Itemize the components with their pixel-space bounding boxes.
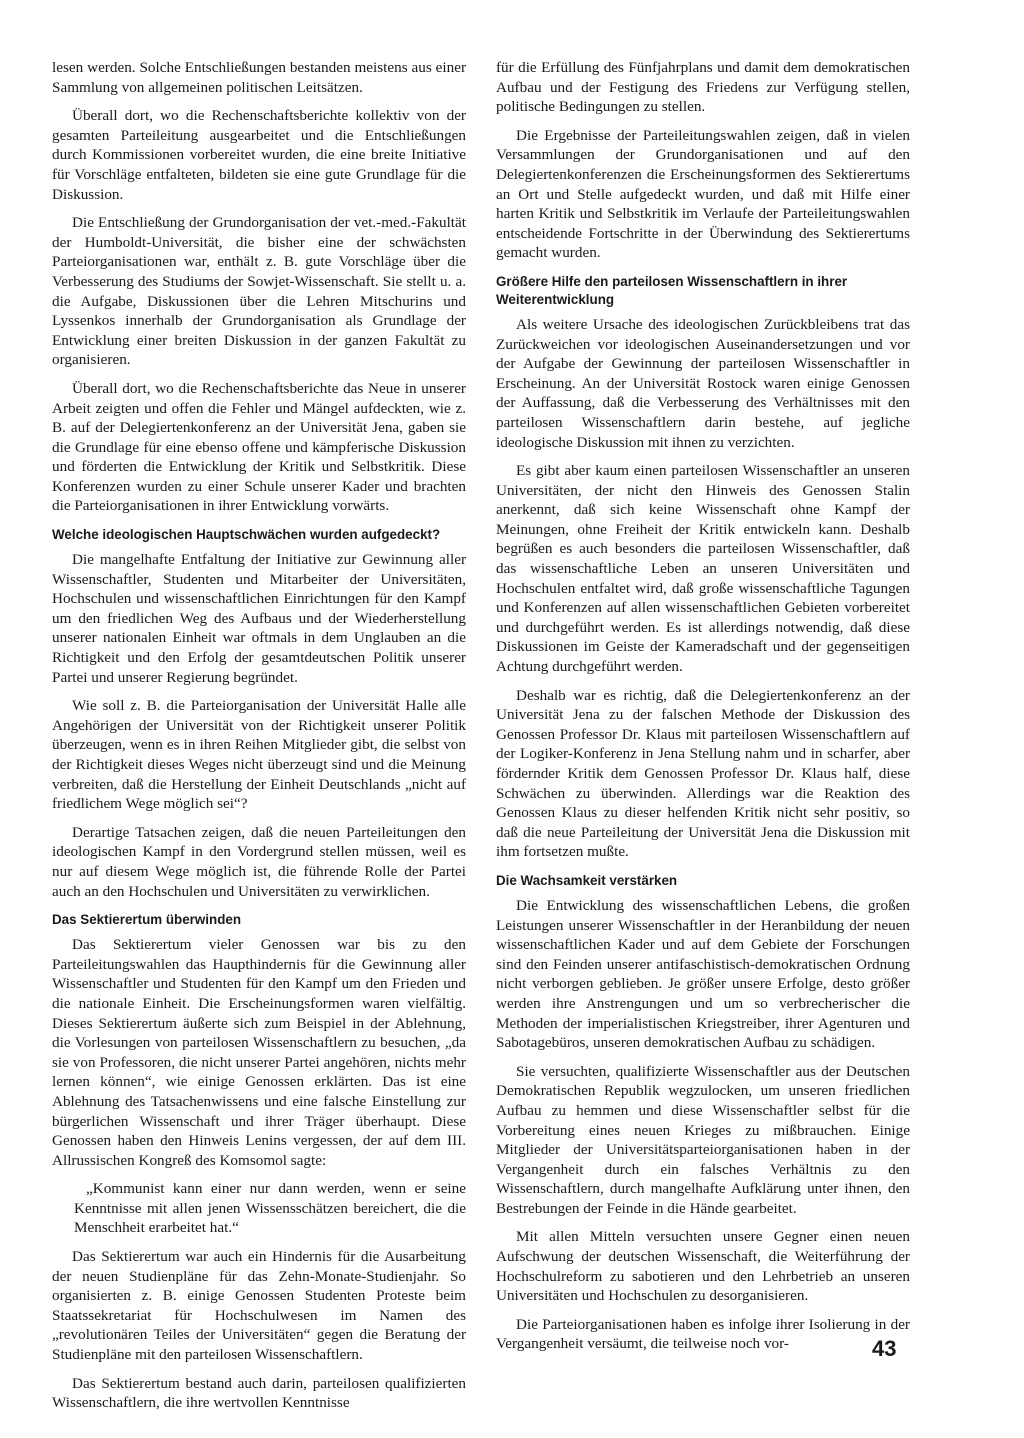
paragraph: Das Sektierertum war auch ein Hindernis für die Ausarbeitung der neuen Studienpläne für das Zehn-Monate-Studienjahr. So organisierten z. B. einige Genossen Studenten Proteste beim Staatssekretariat für Hochschulwesen im Namen des „revolutionären Teiles der Universitäten“ gegen die Beratung der Studienpläne mit den parteilosen Wissenschaftlern. — [52, 1248, 466, 1364]
section-heading: Größere Hilfe den parteilosen Wissenschaftlern in ihrer Weiterentwicklung — [496, 273, 848, 307]
left-column — [52, 58, 466, 1422]
section-heading: Das Sektierertum überwinden — [52, 912, 242, 928]
lenin-quote — [74, 1179, 466, 1238]
paragraph: lesen werden. Solche Entschließungen bestanden meistens aus einer Sammlung von allgemeinen politischen Leitsätzen. — [52, 59, 466, 96]
right-column — [496, 58, 910, 1363]
paragraph: Sie versuchten, qualifizierte Wissenschaftler aus der Deutschen Demokratischen Republik wegzulocken, um unseren friedlichen Aufbau zu hemmen und diese Wissenschaftler selbst für die Vorbereitung eines neuen Krieges zu mißbrauchen. Einige Mitglieder der Universitätsparteiorganisationen haben in der Vergangenheit durch ein falsches Verhältnis zu den Wissenschaftlern, durch mangelhafte Aufklärung unter ihnen, den Bestrebungen der Feinde in die Hände gearbeitet. — [496, 1062, 910, 1217]
paragraph: Wie soll z. B. die Parteiorganisation der Universität Halle alle Angehörigen der Universität von der Richtigkeit unserer Politik überzeugen, wenn es in ihren Reihen Mitglieder gibt, die selbst von der Richtigkeit dieses Weges nicht überzeugt sind und die Meinung verbreiten, daß die Herstellung der Einheit Deutschlands „nicht auf friedlichem Wege möglich sei“? — [52, 697, 466, 813]
paragraph: Überall dort, wo die Rechenschaftsberichte das Neue in unserer Arbeit zeigten und offen die Fehler und Mängel aufdeckten, wie z. B. auf der Delegiertenkonferenz an der Universität Jena, gaben sie die Grundlage für eine ebenso offene und kämpferische Diskussion und förderten die Entwicklung der Kritik und Selbstkritik. Diese Konferenzen wurden zu einer Schule unserer Kader und brachten die Parteiorganisationen in ihrer Entwicklung vorwärts. — [52, 379, 466, 515]
paragraph: für die Erfüllung des Fünfjahrplans und damit dem demokratischen Aufbau und der Festigung des Friedens zur Verfügung stellen, politische Bedingungen zu stellen. — [496, 59, 910, 116]
paragraph: Das Sektierertum bestand auch darin, parteilosen qualifizierten Wissenschaftlern, die ihre wertvollen Kenntnisse — [52, 1374, 466, 1412]
paragraph: Es gibt aber kaum einen parteilosen Wissenschaftler an unseren Universitäten, der nicht den Hinweis des Genossen Stalin anerkennt, daß sich keine Wissenschaft ohne Kampf der Meinungen, ohne Freiheit der Kritik entwickeln kann. Deshalb begrüßen es auch besonders die parteilosen Wissenschaftler, daß das wissenschaftliche Leben an unseren Universitäten und Hochschulen entfaltet wird, daß große wissenschaftliche Tagungen und Konferenzen auf allen wissenschaftlichen Gebieten vorbereitet und durchgeführt werden. Es ist allerdings notwendig, daß diese Diskussionen im Geiste der Kameradschaft und der gegenseitigen Achtung durchgeführt werden. — [496, 462, 910, 676]
paragraph: Die Parteiorganisationen haben es infolge ihrer Isolierung in der Vergangenheit versäumt, die teilweise noch vor- — [496, 1315, 910, 1353]
section-heading: Welche ideologischen Hauptschwächen wurden aufgedeckt? — [52, 527, 441, 543]
quote-text: „Kommunist kann einer nur dann werden, wenn er seine Kenntnisse mit allen jenen Wissensschätzen bereichert, die die Menschheit erarbeitet hat.“ — [74, 1180, 466, 1237]
paragraph: Die Entschließung der Grundorganisation der vet.-med.-Fakultät der Humboldt-Universität, die bisher eine der schwächsten Parteiorganisationen war, enthält z. B. gute Vorschläge über die Verbesserung des Studiums der Sowjet-Wissenschaft. Sie stellt u. a. die Aufgabe, Diskussionen über die Lehren Mitschurins und Lyssenkos innerhalb der Grundorganisation als Grundlage der Entwicklung einer breiten Diskussion in der ganzen Fakultät zu organisieren. — [52, 214, 466, 369]
paragraph: Überall dort, wo die Rechenschaftsberichte kollektiv von der gesamten Parteileitung ausgearbeitet und die Entschließungen durch Kommissionen vorbereitet wurden, die eine breite Initiative für Vorschläge entfalteten, bildeten sie eine gute Grundlage für die Diskussion. — [52, 107, 466, 203]
paragraph: Das Sektierertum vieler Genossen war bis zu den Parteileitungswahlen das Haupthindernis für die Gewinnung aller Wissenschaftler und Studenten für den Kampf um den Frieden und die nationale Einheit. Die Erscheinungsformen waren vielfältig. Dieses Sektierertum äußerte sich zum Beispiel in der Ablehnung, die Vorlesungen von parteilosen Wissenschaftlern zu besuchen, „da sie von Professoren, die nicht unserer Partei angehören, nichts mehr lernen können“, wie einige Genossen erklärten. Das ist eine Ablehnung des Tatsachenwissens und eine falsche Einstellung zur bürgerlichen Wissenschaft und ihrer Träger überhaupt. Diese Genossen haben den Hinweis Lenins vergessen, der auf dem III. Allrussischen Kongreß des Komsomol sagte: — [52, 936, 466, 1169]
page-number: 43 — [872, 1336, 897, 1361]
paragraph: Deshalb war es richtig, daß die Delegiertenkonferenz an der Universität Jena zu der falschen Methode der Diskussion des Genossen Professor Dr. Klaus mit parteilosen Wissenschaftlern auf der Logiker-Konferenz in Jena Stellung nahm und in scharfer, aber fördernder Kritik dem Genossen Professor Dr. Klaus half, diese Schwächen zu überwinden. Allerdings war die Reaktion des Genossen Klaus zu dieser helfenden Kritik nicht sehr positiv, so daß die neue Parteileitung der Universität Jena die Diskussion mit ihm fortsetzen mußte. — [496, 686, 910, 861]
paragraph: Die Entwicklung des wissenschaftlichen Lebens, die großen Leistungen unserer Wissenschaftler in der Heranbildung der neuen wissenschaftlichen Kader und auf dem Gebiete der Forschungen sind den Feinden unserer antifaschistisch-demokratischen Ordnung nicht verborgen geblieben. Je größer unsere Erfolge, desto größer werden ihre Anstrengungen und um so verbrecherischer die Methoden der imperialistischen Kriegstreiber, ihrer Agenturen und Sabotagebüros, unseren demokratischen Aufbau zu schädigen. — [496, 896, 910, 1052]
paragraph: Die mangelhafte Entfaltung der Initiative zur Gewinnung aller Wissenschaftler, Studenten und Mitarbeiter der Universitäten, Hochschulen und wissenschaftlichen Einrichtungen für den Kampf um den friedlichen Weg des Aufbaus und der Wiederherstellung unserer nationalen Einheit war oftmals in dem Unglauben an die Richtigkeit und den Erfolg der gesamtdeutschen Politik unserer Partei und unserer Regierung begründet. — [52, 551, 466, 686]
section-heading: Die Wachsamkeit verstärken — [496, 872, 678, 888]
paragraph: Mit allen Mitteln versuchten unsere Gegner einen neuen Aufschwung der deutschen Wissenschaft, die Weiterführung der Hochschulreform zu sabotieren und den Lehrbetrieb an unseren Universitäten und Hochschulen zu desorganisieren. — [496, 1228, 910, 1305]
paragraph: Derartige Tatsachen zeigen, daß die neuen Parteileitungen den ideologischen Kampf in den Vordergrund stellen müssen, weil es nur auf diesem Wege möglich ist, die führende Rolle der Partei auch an den Hochschulen und Universitäten zu verwirklichen. — [52, 823, 466, 900]
paragraph: Als weitere Ursache des ideologischen Zurückbleibens trat das Zurückweichen vor ideologischen Auseinandersetzungen und vor der Aufgabe der Gewinnung der parteilosen Wissenschaftler in Erscheinung. An der Universität Rostock waren einige Genossen der Auffassung, daß die Verbesserung des Verhältnisses mit den parteilosen Wissenschaftlern darin bestehe, auf jegliche ideologische Diskussion mit ihnen zu verzichten. — [496, 315, 910, 451]
paragraph: Die Ergebnisse der Parteileitungswahlen zeigen, daß in vielen Versammlungen der Grundorganisationen und auf den Delegiertenkonferenzen die Erscheinungsformen des Sektierertums an Ort und Stelle aufgedeckt wurden, und daß mit Hilfe einer harten Kritik und Selbstkritik im Verlaufe der Parteileitungswahlen entscheidende Fortschritte in der Überwindung des Sektierertums gemacht wurden. — [496, 126, 910, 262]
